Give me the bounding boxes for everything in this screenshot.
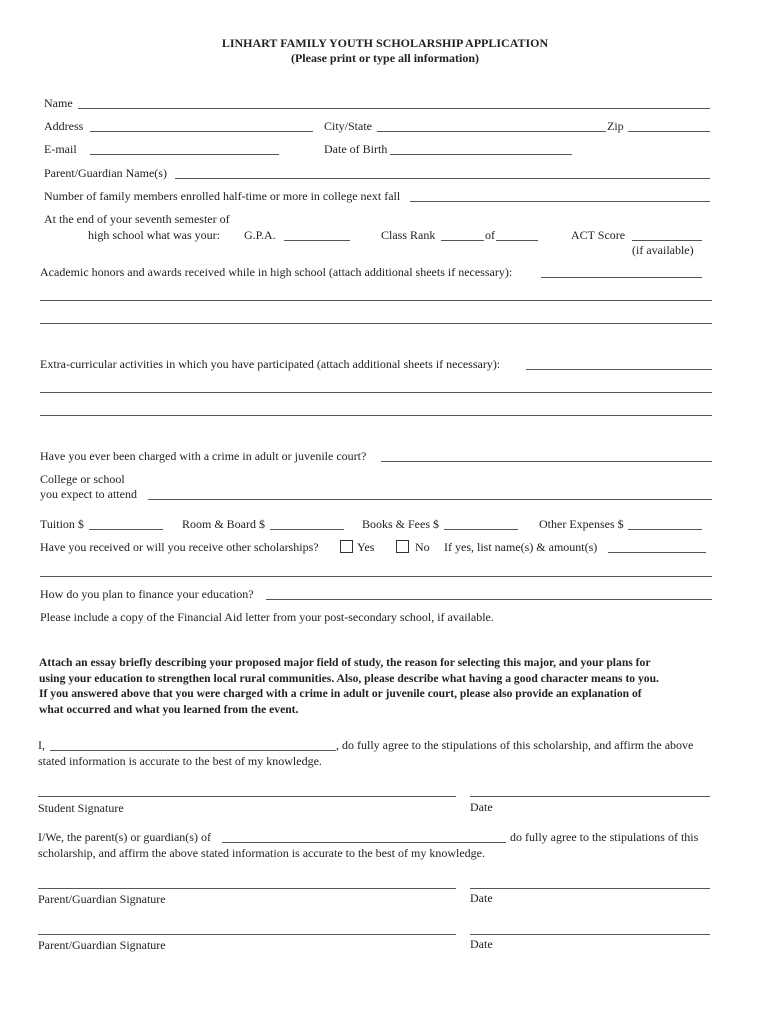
affirm-accurate-text: stated information is accurate to the best of my knowledge. <box>38 754 322 768</box>
room-board-field[interactable] <box>270 529 344 530</box>
parent-names-label: Parent/Guardian Name(s) <box>44 166 167 180</box>
college-label: College or school <box>40 472 125 486</box>
no-checkbox[interactable] <box>396 540 409 553</box>
no-label: No <box>415 540 430 554</box>
other-expenses-label: Other Expenses $ <box>539 517 624 531</box>
yes-label: Yes <box>357 540 375 554</box>
seventh-semester-label: At the end of your seventh semester of <box>44 212 230 226</box>
address-label: Address <box>44 119 84 133</box>
affirm-i-label: I, <box>38 738 45 752</box>
other-scholarships-label: Have you received or will you receive other scholarships? <box>40 540 319 554</box>
student-date-line[interactable] <box>470 796 710 797</box>
college-label-2: you expect to attend <box>40 487 137 501</box>
name-label: Name <box>44 96 73 110</box>
essay-instructions-3: If you answered above that you were charged with a crime in adult or juvenile court, please also provide an explanation of <box>39 687 642 700</box>
parents-accurate-text: scholarship, and affirm the above stated information is accurate to the best of my knowledge. <box>38 846 485 860</box>
family-college-label: Number of family members enrolled half-time or more in college next fall <box>44 189 401 203</box>
finance-field[interactable] <box>266 599 712 600</box>
honors-field[interactable] <box>541 277 702 278</box>
parent-signature-line-1[interactable] <box>38 888 456 889</box>
email-field[interactable] <box>90 154 279 155</box>
affirm-agree-text: , do fully agree to the stipulations of this scholarship, and affirm the above <box>336 738 694 752</box>
child-name-field[interactable] <box>222 842 506 843</box>
financial-aid-note: Please include a copy of the Financial Aid letter from your post-secondary school, if available. <box>40 610 494 624</box>
other-scholarships-line-2[interactable] <box>40 576 712 577</box>
address-field[interactable] <box>90 131 313 132</box>
parent-names-field[interactable] <box>175 178 710 179</box>
room-board-label: Room & Board $ <box>182 517 265 531</box>
crime-label: Have you ever been charged with a crime in adult or juvenile court? <box>40 449 367 463</box>
gpa-field[interactable] <box>284 240 350 241</box>
college-field[interactable] <box>148 499 712 500</box>
extracurricular-line-3[interactable] <box>40 415 712 416</box>
crime-field[interactable] <box>381 461 712 462</box>
act-field[interactable] <box>632 240 702 241</box>
extracurricular-line-2[interactable] <box>40 392 712 393</box>
zip-label: Zip <box>607 119 624 133</box>
email-label: E-mail <box>44 142 77 156</box>
student-date-label: Date <box>470 800 493 814</box>
student-signature-label: Student Signature <box>38 801 124 815</box>
student-name-field[interactable] <box>50 750 336 751</box>
other-expenses-field[interactable] <box>628 529 702 530</box>
parents-agree-text: do fully agree to the stipulations of this <box>510 830 699 844</box>
class-rank-label: Class Rank <box>381 228 436 242</box>
zip-field[interactable] <box>628 131 710 132</box>
class-rank-field[interactable] <box>441 240 484 241</box>
parent-date-label-2: Date <box>470 937 493 951</box>
extracurricular-label: Extra-curricular activities in which you have participated (attach additional sheets if necessary): <box>40 357 501 371</box>
honors-line-3[interactable] <box>40 323 712 324</box>
dob-field[interactable] <box>390 154 572 155</box>
essay-instructions-1: Attach an essay briefly describing your proposed major field of study, the reason for selecting this major, and your plans for <box>39 656 651 669</box>
student-signature-line[interactable] <box>38 796 456 797</box>
seventh-semester-label-2: high school what was your: <box>88 228 220 242</box>
family-college-field[interactable] <box>410 201 710 202</box>
essay-instructions-2: using your education to strengthen local rural communities. Also, please describe what having a good character means to you. <box>39 671 659 685</box>
parent-signature-label-2: Parent/Guardian Signature <box>38 938 166 952</box>
name-field[interactable] <box>78 108 710 109</box>
parents-label: I/We, the parent(s) or guardian(s) of <box>38 830 211 844</box>
honors-line-2[interactable] <box>40 300 712 301</box>
if-yes-label: If yes, list name(s) & amount(s) <box>444 540 598 554</box>
parent-signature-line-2[interactable] <box>38 934 456 935</box>
finance-label: How do you plan to finance your education? <box>40 587 254 601</box>
yes-checkbox[interactable] <box>340 540 353 553</box>
form-title: LINHART FAMILY YOUTH SCHOLARSHIP APPLICATION <box>221 36 549 50</box>
of-label: of <box>485 228 495 242</box>
parent-date-label-1: Date <box>470 891 493 905</box>
tuition-label: Tuition $ <box>40 517 84 531</box>
extracurricular-field[interactable] <box>526 369 712 370</box>
gpa-label: G.P.A. <box>244 228 276 242</box>
form-subtitle: (Please print or type all information) <box>290 51 480 65</box>
tuition-field[interactable] <box>89 529 163 530</box>
class-size-field[interactable] <box>496 240 538 241</box>
essay-instructions-4: what occurred and what you learned from the event. <box>39 702 299 716</box>
act-label: ACT Score <box>571 228 626 242</box>
books-fees-label: Books & Fees $ <box>362 517 440 531</box>
parent-signature-label-1: Parent/Guardian Signature <box>38 892 166 906</box>
other-scholarships-field[interactable] <box>608 552 706 553</box>
city-state-field[interactable] <box>377 131 606 132</box>
city-state-label: City/State <box>324 119 372 133</box>
parent-date-line-1[interactable] <box>470 888 710 889</box>
if-available-note: (if available) <box>632 243 694 257</box>
books-fees-field[interactable] <box>444 529 518 530</box>
parent-date-line-2[interactable] <box>470 934 710 935</box>
honors-label: Academic honors and awards received while in high school (attach additional sheets if necessary): <box>40 265 513 279</box>
dob-label: Date of Birth <box>324 142 388 156</box>
